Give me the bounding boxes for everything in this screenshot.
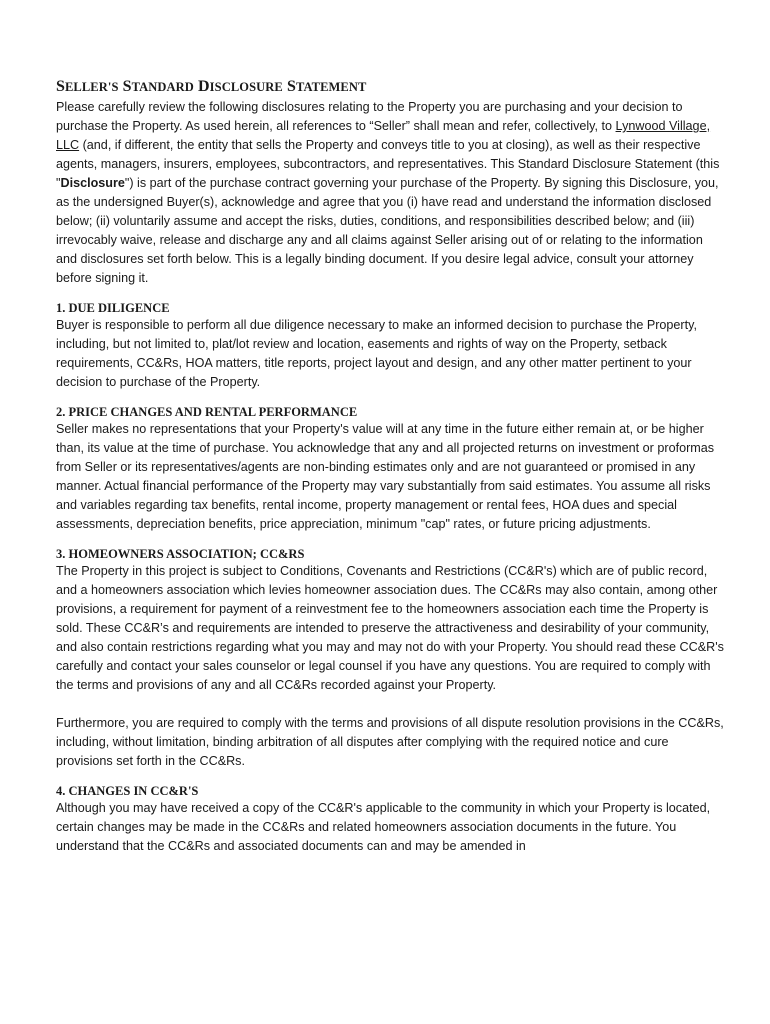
section-heading: 1. DUE DILIGENCE xyxy=(56,301,170,315)
section-price-changes xyxy=(56,404,726,534)
section-heading: 2. PRICE CHANGES AND RENTAL PERFORMANCE xyxy=(56,405,358,419)
section-due-diligence xyxy=(56,300,726,392)
section-text: Although you may have received a copy of the CC&R's applicable to the community in which your Property is located, certain changes may be made in the CC&Rs and related homeowners association documents in the future. You understand that the CC&Rs and associated documents can and may be amended in xyxy=(56,801,711,853)
section-text: Buyer is responsible to perform all due diligence necessary to make an informed decision to purchase the Property, including, but not limited to, plat/lot review and location, easements and rights of way on the Property, setback requirements, CC&Rs, HOA matters, title reports, project layout and design, and any other matter pertinent to your decision to purchase of the Property. xyxy=(56,318,697,389)
section-changes-in-ccrs xyxy=(56,783,726,856)
section-heading: 3. HOMEOWNERS ASSOCIATION; CC&RS xyxy=(56,547,305,561)
section-homeowners-association xyxy=(56,546,726,771)
section-text: The Property in this project is subject to Conditions, Covenants and Restrictions (CC&R's) which are of public record, and a homeowners association which levies homeowner association dues. The CC&Rs may also contain, among other provisions, a requirement for payment of a reinvestment fee to the homeowners association each time the Property is sold. These CC&R’s and requirements are intended to preserve the attractiveness and desirability of your community, and also contain restrictions regarding what you may and may not do with your Property. You should read these CC&R's carefully and contact your sales counselor or legal counsel if you have any questions. You are required to comply with the terms and provisions of any and all CC&Rs recorded against your Property. xyxy=(56,564,724,692)
section-text: Seller makes no representations that your Property's value will at any time in the future either remain at, or be higher than, its value at the time of purchase. You acknowledge that any and all projected returns on investment or proformas from Seller or its representatives/agents are non-binding estimates only and are not guaranteed or promised in any manner. Actual financial performance of the Property may vary substantially from said estimates. You assume all risks and variables regarding tax benefits, rental income, property management or rental fees, HOA dues and special assessments, depreciation benefits, price appreciation, minimum "cap" rates, or future pricing adjustments. xyxy=(56,422,715,531)
document-title: SELLER'S STANDARD DISCLOSURE STATEMENT xyxy=(56,78,367,95)
intro-paragraph: Please carefully review the following disclosures relating to the Property you are purchasing and your decision to purchase the Property. As used herein, all references to “Seller” shall mean and refer, collectively, to Lynwood Village, LLC (and, if different, the entity that sells the Property and conveys title to you at closing), as well as their respective agents, managers, insurers, employees, subcontractors, and representatives. This Standard Disclosure Statement (this "Disclosure") is part of the purchase contract governing your purchase of the Property. By signing this Disclosure, you, as the undersigned Buyer(s), acknowledge and agree that you (i) have read and understand the information disclosed below; (ii) voluntarily assume and accept the risks, duties, conditions, and responsibilities described below; and (iii) irrevocably waive, release and discharge any and all claims against Seller arising out of or relating to the information and disclosures set forth below. This is a legally binding document. If you desire legal advice, consult your attorney before signing it. xyxy=(56,100,720,285)
section-text-continued: Furthermore, you are required to comply with the terms and provisions of all dispute resolution provisions in the CC&Rs, including, without limitation, binding arbitration of all disputes after complying with the required notice and cure provisions set forth in the CC&Rs. xyxy=(56,716,724,768)
document-page xyxy=(56,77,726,856)
section-heading: 4. CHANGES IN CC&R'S xyxy=(56,784,199,798)
seller-name: Lynwood Village, LLC xyxy=(56,119,711,152)
defined-term: Disclosure xyxy=(60,176,125,190)
